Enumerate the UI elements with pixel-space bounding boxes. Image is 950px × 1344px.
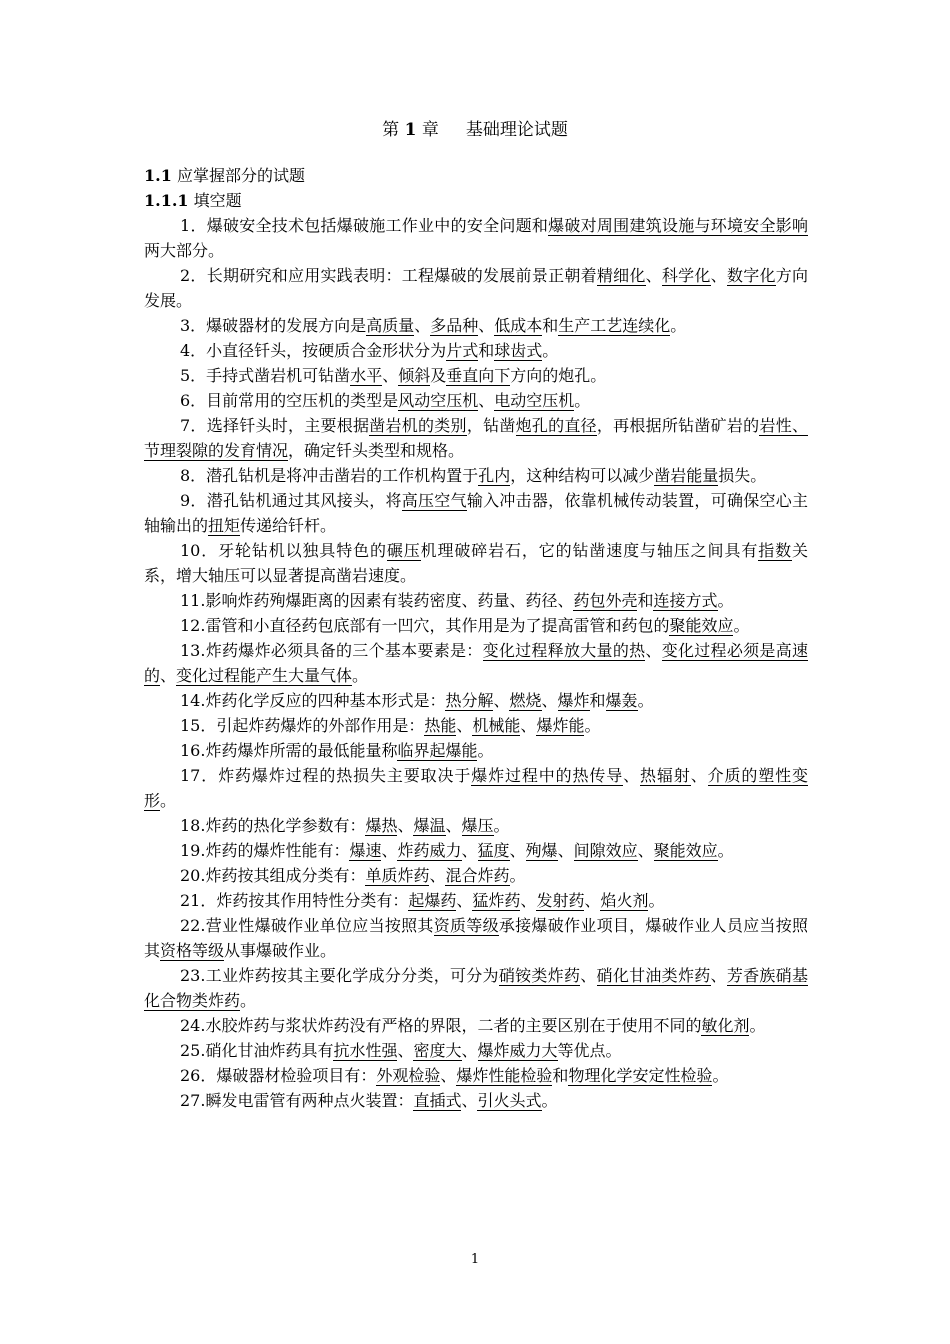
question-text: 、 xyxy=(414,316,431,335)
question-item xyxy=(144,338,808,363)
question-text: 机理破碎岩石，它的钻凿速度与轴压之间具有 xyxy=(420,541,759,560)
question-item xyxy=(144,613,808,638)
question-text: 。 xyxy=(160,791,177,810)
question-text: 方向发展。 xyxy=(144,266,808,310)
question-text: 、 xyxy=(645,641,662,660)
question-text: 9．潜孔钻机通过其风接头，将 xyxy=(180,491,402,510)
question-text: 23.工业炸药按其主要化学成分分类，可分为 xyxy=(180,966,499,985)
answer-blank: 猛度 xyxy=(477,841,510,860)
question-text: 10．牙轮钻机以独具特色的 xyxy=(180,541,387,560)
answer-blank: 爆炸性能检验 xyxy=(456,1066,553,1085)
question-text: 、 xyxy=(623,766,641,785)
question-text: 方向的炮孔。 xyxy=(510,366,607,385)
answer-blank: 焰火剂 xyxy=(600,891,649,910)
answer-blank: 高质量 xyxy=(366,316,415,335)
answer-blank: 球齿式 xyxy=(494,341,543,360)
answer-blank: 临界起爆能 xyxy=(397,741,478,760)
question-item xyxy=(144,813,808,838)
question-item xyxy=(144,638,808,688)
answer-blank: 资格等级 xyxy=(160,941,225,960)
question-text: 。 xyxy=(648,891,665,910)
answer-blank: 变化过程必须是高速的 xyxy=(144,641,808,685)
answer-blank: 热能 xyxy=(424,716,457,735)
answer-blank: 爆炸 xyxy=(557,691,590,710)
question-text: 18.炸药的热化学参数有： xyxy=(180,816,366,835)
answer-blank: 机械能 xyxy=(472,716,521,735)
question-item xyxy=(144,413,808,463)
answer-blank: 介质的塑性变形 xyxy=(144,766,808,810)
answer-blank: 引火头式 xyxy=(477,1091,542,1110)
question-text: 。 xyxy=(493,816,510,835)
question-text: 和 xyxy=(542,316,559,335)
question-text: 2．长期研究和应用实践表明：工程爆破的发展前景正朝着 xyxy=(180,266,597,285)
question-text: 、 xyxy=(397,1041,414,1060)
question-item xyxy=(144,863,808,888)
question-text: 15．引起炸药爆炸的外部作用是： xyxy=(180,716,425,735)
question-text: 。 xyxy=(637,691,654,710)
answer-blank: 碾压 xyxy=(386,541,421,560)
answer-blank: 多品种 xyxy=(430,316,479,335)
chapter-suffix: 章 xyxy=(421,120,439,140)
question-text: 。 xyxy=(670,316,687,335)
question-text: 。 xyxy=(477,741,494,760)
question-text: 、 xyxy=(584,891,601,910)
answer-blank: 指数 xyxy=(758,541,792,560)
question-text: 、 xyxy=(710,266,727,285)
question-text: 、 xyxy=(541,691,558,710)
answer-blank: 猛炸药 xyxy=(472,891,521,910)
answer-blank: 爆炸能 xyxy=(536,716,585,735)
question-text: 。 xyxy=(352,666,369,685)
chapter-name: 基础理论试题 xyxy=(465,120,568,140)
question-text: 、 xyxy=(509,841,526,860)
question-text: 25.硝化甘油炸药具有 xyxy=(180,1041,334,1060)
question-text: 、 xyxy=(645,266,662,285)
answer-blank: 抗水性强 xyxy=(333,1041,398,1060)
question-text: 。 xyxy=(574,391,591,410)
question-item xyxy=(144,1038,808,1063)
answer-blank: 直插式 xyxy=(413,1091,462,1110)
answer-blank: 炸药威力 xyxy=(397,841,462,860)
question-text: 和 xyxy=(637,591,654,610)
question-text: 、 xyxy=(456,891,473,910)
answer-blank: 科学化 xyxy=(661,266,711,285)
question-text: 损失。 xyxy=(718,466,767,485)
answer-blank: 变化过程能产生大量气体 xyxy=(176,666,353,685)
answer-blank: 凿岩机的类别 xyxy=(369,416,467,435)
answer-blank: 混合炸药 xyxy=(445,866,510,885)
question-text: 等优点。 xyxy=(557,1041,622,1060)
question-text: 输入冲击器，依靠机械传动装置，可确保空心主轴输出的 xyxy=(144,491,808,535)
answer-blank: 凿岩能量 xyxy=(654,466,719,485)
question-text: 。 xyxy=(541,1091,558,1110)
answer-blank: 聚能效应 xyxy=(669,616,734,635)
question-text: 、 xyxy=(580,966,597,985)
question-text: 从事爆破作业。 xyxy=(224,941,337,960)
answer-blank: 片式 xyxy=(446,341,479,360)
answer-blank: 物理化学安定性检验 xyxy=(568,1066,713,1085)
answer-blank: 燃烧 xyxy=(509,691,542,710)
question-item xyxy=(144,588,808,613)
question-text: 、 xyxy=(160,666,177,685)
question-item xyxy=(144,538,808,588)
answer-blank: 孔内 xyxy=(478,466,511,485)
answer-blank: 风动空压机 xyxy=(398,391,479,410)
question-item xyxy=(144,963,808,1013)
question-text: ，再根据所钻凿矿岩的 xyxy=(596,416,760,435)
answer-blank: 精细化 xyxy=(596,266,646,285)
question-text: 。 xyxy=(240,991,257,1010)
question-text: ，钻凿 xyxy=(466,416,516,435)
answer-blank: 外观检验 xyxy=(376,1066,441,1085)
answer-blank: 爆压 xyxy=(461,816,494,835)
answer-blank: 爆炸过程中的热传导 xyxy=(471,766,624,785)
question-text: 26．爆破器材检验项目有： xyxy=(180,1066,377,1085)
question-text: 、 xyxy=(382,366,399,385)
question-text: 、 xyxy=(520,891,537,910)
question-text: 、 xyxy=(445,816,462,835)
answer-blank: 发射药 xyxy=(536,891,585,910)
answer-blank: 药包外壳 xyxy=(573,591,638,610)
question-text: 16.炸药爆炸所需的最低能量称 xyxy=(180,741,398,760)
question-text: 、 xyxy=(557,841,574,860)
question-text: 19.炸药的爆炸性能有： xyxy=(180,841,350,860)
question-text: 承接爆破作业项目，爆破作业人员应当按照其 xyxy=(144,916,808,960)
question-item xyxy=(144,838,808,863)
question-text: 、 xyxy=(520,716,537,735)
question-text: 4．小直径钎头，按硬质合金形状分为 xyxy=(180,341,447,360)
question-text: 。 xyxy=(712,1066,729,1085)
answer-blank: 敏化剂 xyxy=(701,1016,750,1035)
question-text: 、 xyxy=(478,391,495,410)
section-title: 应掌握部分的试题 xyxy=(176,166,305,185)
question-text: ，这种结构可以减少 xyxy=(510,466,655,485)
question-list xyxy=(144,213,808,1113)
answer-blank: 硝化甘油类炸药 xyxy=(596,966,711,985)
question-text: 24.水胶炸药与浆状炸药没有严格的界限，二者的主要区别在于使用不同的 xyxy=(180,1016,702,1035)
question-item xyxy=(144,363,808,388)
question-text: 和 xyxy=(552,1066,569,1085)
answer-blank: 起爆药 xyxy=(408,891,457,910)
question-text: 、 xyxy=(461,1041,478,1060)
question-text: ，确定钎头类型和规格。 xyxy=(288,441,465,460)
question-item xyxy=(144,1088,808,1113)
answer-blank: 芳香族硝基化合物类炸药 xyxy=(144,966,808,1010)
chapter-prefix: 第 xyxy=(382,120,400,140)
question-text: 、 xyxy=(710,966,727,985)
subsection-number: 1.1.1 xyxy=(144,191,189,210)
question-item xyxy=(144,488,808,538)
question-item xyxy=(144,1063,808,1088)
page-content xyxy=(144,163,808,1113)
answer-blank: 硝铵类炸药 xyxy=(498,966,581,985)
question-text: 、 xyxy=(440,1066,457,1085)
chapter-number: 1 xyxy=(404,120,417,140)
question-text: 、 xyxy=(381,841,398,860)
answer-blank: 间隙效应 xyxy=(573,841,638,860)
answer-blank: 殉爆 xyxy=(525,841,558,860)
question-text: 8．潜孔钻机是将冲击凿岩的工作机构置于 xyxy=(180,466,479,485)
question-text: 27.瞬发电雷管有两种点火装置： xyxy=(180,1091,414,1110)
question-text: 。 xyxy=(717,591,734,610)
answer-blank: 岩性、节理裂隙的发育情况 xyxy=(144,416,808,460)
question-text: 14.炸药化学反应的四种基本形式是： xyxy=(180,691,446,710)
question-text: 6．目前常用的空压机的类型是 xyxy=(180,391,399,410)
question-text: 两大部分。 xyxy=(144,241,225,260)
question-item xyxy=(144,213,808,263)
question-text: 关系，增大轴压可以显著提高凿岩速度。 xyxy=(144,541,808,585)
question-item xyxy=(144,688,808,713)
answer-blank: 爆速 xyxy=(349,841,382,860)
question-text: 1．爆破安全技术包括爆破施工作业中的安全问题和 xyxy=(180,216,549,235)
answer-blank: 数字化 xyxy=(726,266,776,285)
answer-blank: 密度大 xyxy=(413,1041,462,1060)
answer-blank: 垂直向下 xyxy=(446,366,511,385)
subsection-heading xyxy=(144,188,808,213)
question-text: 、 xyxy=(478,316,495,335)
question-text: 、 xyxy=(397,816,414,835)
question-text: 22.营业性爆破作业单位应当按照其 xyxy=(180,916,434,935)
question-text: 、 xyxy=(456,716,473,735)
question-text: 。 xyxy=(542,341,559,360)
question-item xyxy=(144,388,808,413)
answer-blank: 低成本 xyxy=(494,316,543,335)
question-text: 11.影响炸药殉爆距离的因素有装药密度、药量、药径、 xyxy=(180,591,574,610)
answer-blank: 生产工艺连续化 xyxy=(558,316,671,335)
answer-blank: 倾斜 xyxy=(398,366,431,385)
question-text: 、 xyxy=(690,766,708,785)
answer-blank: 爆温 xyxy=(413,816,446,835)
question-text: 、 xyxy=(461,841,478,860)
question-item xyxy=(144,263,808,313)
question-text: 。 xyxy=(717,841,734,860)
question-text: 。 xyxy=(584,716,601,735)
answer-blank: 爆炸威力大 xyxy=(477,1041,558,1060)
question-text: 和 xyxy=(589,691,606,710)
question-item xyxy=(144,763,808,813)
question-text: 、 xyxy=(461,1091,478,1110)
subsection-title: 填空题 xyxy=(193,191,242,210)
question-text: 7．选择钎头时，主要根据 xyxy=(180,416,370,435)
answer-blank: 爆热 xyxy=(365,816,398,835)
answer-blank: 爆破对周围建筑设施与环境安全影响 xyxy=(548,216,808,235)
question-text: 5．手持式凿岩机可钻凿 xyxy=(180,366,351,385)
question-item xyxy=(144,913,808,963)
question-item xyxy=(144,888,808,913)
answer-blank: 水平 xyxy=(350,366,383,385)
answer-blank: 连接方式 xyxy=(653,591,718,610)
question-text: 3．爆破器材的发展方向是 xyxy=(180,316,367,335)
answer-blank: 扭矩 xyxy=(208,516,241,535)
question-text: 传递给钎杆。 xyxy=(240,516,337,535)
answer-blank: 变化过程释放大量的热 xyxy=(482,641,646,660)
question-text: 12.雷管和小直径药包底部有一凹穴，其作用是为了提高雷管和药包的 xyxy=(180,616,670,635)
question-text: 20.炸药按其组成分类有： xyxy=(180,866,366,885)
question-text: 。 xyxy=(509,866,526,885)
question-text: 17．炸药爆炸过程的热损失主要取决于 xyxy=(180,766,472,785)
question-text: 、 xyxy=(493,691,510,710)
question-text: 。 xyxy=(749,1016,766,1035)
answer-blank: 单质炸药 xyxy=(365,866,430,885)
chapter-title xyxy=(0,115,950,140)
question-item xyxy=(144,713,808,738)
answer-blank: 电动空压机 xyxy=(494,391,575,410)
page-number: 1 xyxy=(470,1252,480,1267)
question-text: 、 xyxy=(429,866,446,885)
question-text: 13.炸药爆炸必须具备的三个基本要素是： xyxy=(180,641,483,660)
section-heading xyxy=(144,163,808,188)
question-item xyxy=(144,738,808,763)
answer-blank: 资质等级 xyxy=(433,916,499,935)
question-text: 21．炸药按其作用特性分类有： xyxy=(180,891,409,910)
answer-blank: 爆轰 xyxy=(605,691,638,710)
question-text: 、 xyxy=(637,841,654,860)
question-text: 和 xyxy=(478,341,495,360)
answer-blank: 聚能效应 xyxy=(653,841,718,860)
question-item xyxy=(144,313,808,338)
answer-blank: 高压空气 xyxy=(401,491,467,510)
question-item xyxy=(144,463,808,488)
section-number: 1.1 xyxy=(144,166,172,185)
question-item xyxy=(144,1013,808,1038)
answer-blank: 炮孔的直径 xyxy=(515,416,597,435)
answer-blank: 热分解 xyxy=(445,691,494,710)
answer-blank: 热辐射 xyxy=(640,766,691,785)
question-text: 及 xyxy=(430,366,447,385)
question-text: 。 xyxy=(733,616,750,635)
